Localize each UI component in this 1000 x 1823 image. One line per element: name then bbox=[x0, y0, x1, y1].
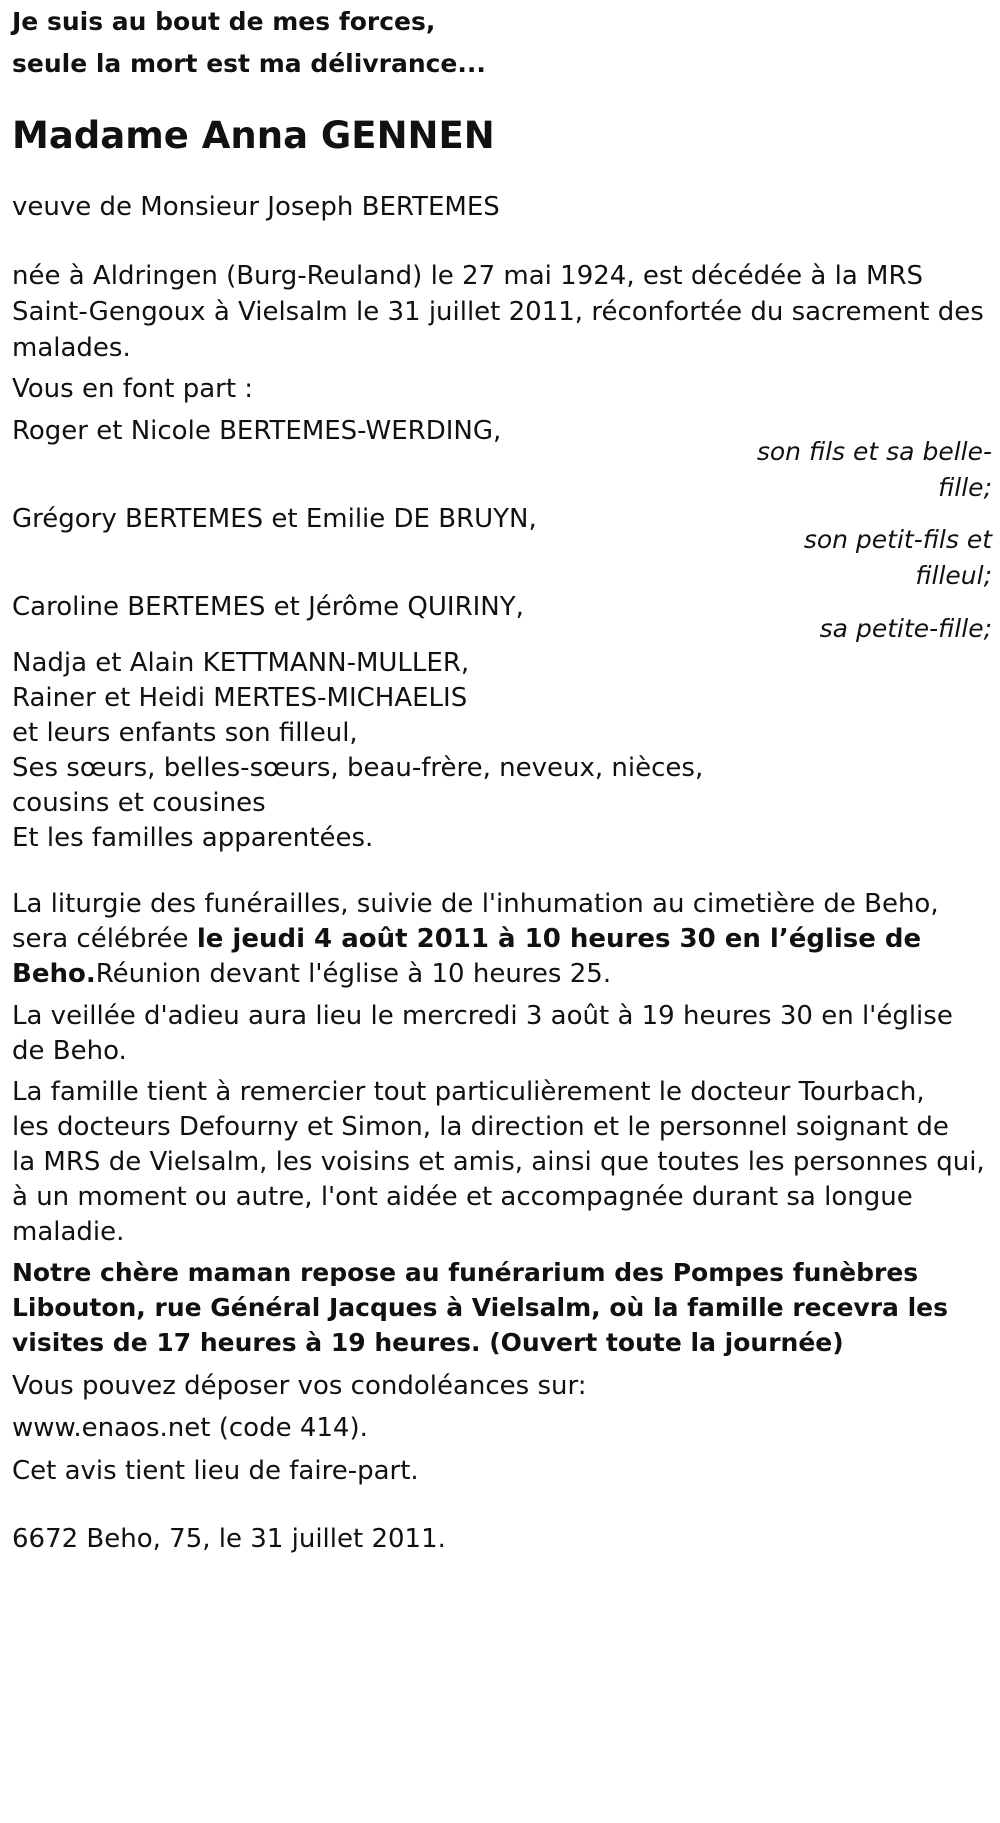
place-date: 6672 Beho, 75, le 31 juillet 2011. bbox=[12, 1524, 446, 1554]
epigraph-line-1: Je suis au bout de mes forces, bbox=[12, 7, 436, 36]
deceased-name: Madame Anna GENNEN bbox=[12, 114, 495, 157]
funerarium-line-2: Libouton, rue Général Jacques à Vielsalm, où la famille recevra les bbox=[12, 1293, 948, 1322]
others-line-1: Nadja et Alain KETTMANN-MULLER, bbox=[12, 648, 470, 678]
vigil-line-1: La veillée d'adieu aura lieu le mercredi 3 août à 19 heures 30 en l'église bbox=[12, 1001, 953, 1031]
liturgy-place-bold: Beho. bbox=[12, 959, 96, 989]
announce-intro: Vous en font part : bbox=[12, 374, 254, 404]
family-relation-3-line-1: sa petite-fille; bbox=[819, 614, 992, 643]
birth-death-line-2: Saint-Gengoux à Vielsalm le 31 juillet 2011, réconfortée du sacrement des bbox=[12, 297, 984, 327]
thanks-line-2: les docteurs Defourny et Simon, la direction et le personnel soignant de bbox=[12, 1112, 949, 1142]
thanks-line-1: La famille tient à remercier tout particulièrement le docteur Tourbach, bbox=[12, 1077, 925, 1107]
family-name-2: Grégory BERTEMES et Emilie DE BRUYN, bbox=[12, 504, 537, 534]
family-name-1: Roger et Nicole BERTEMES-WERDING, bbox=[12, 416, 502, 446]
others-line-6: Et les familles apparentées. bbox=[12, 823, 374, 853]
condolences-link: www.enaos.net (code 414). bbox=[12, 1413, 368, 1443]
liturgy-meeting: Réunion devant l'église à 10 heures 25. bbox=[95, 959, 612, 989]
others-line-3: et leurs enfants son filleul, bbox=[12, 718, 358, 748]
family-relation-1-line-2: fille; bbox=[938, 473, 992, 502]
birth-death-line-3: malades. bbox=[12, 333, 131, 363]
family-relation-1-line-1: son fils et sa belle- bbox=[756, 437, 992, 466]
liturgy-line-2 bbox=[12, 919, 921, 959]
liturgy-date-bold: le jeudi 4 août 2011 à 10 heures 30 en l’église de bbox=[196, 924, 922, 954]
birth-death-line-1: née à Aldringen (Burg-Reuland) le 27 mai 1924, est décédée à la MRS bbox=[12, 261, 924, 291]
others-line-4: Ses sœurs, belles-sœurs, beau-frère, neveux, nièces, bbox=[12, 753, 704, 783]
funerarium-line-3: visites de 17 heures à 19 heures. (Ouvert toute la journée) bbox=[12, 1328, 844, 1357]
liturgy-line-3 bbox=[12, 954, 611, 994]
liturgy-line-2-start: sera célébrée bbox=[12, 924, 197, 954]
others-line-5: cousins et cousines bbox=[12, 788, 266, 818]
notice-text: Cet avis tient lieu de faire-part. bbox=[12, 1456, 419, 1486]
others-line-2: Rainer et Heidi MERTES-MICHAELIS bbox=[12, 683, 468, 713]
thanks-line-3: la MRS de Vielsalm, les voisins et amis, ainsi que toutes les personnes qui, bbox=[12, 1147, 985, 1177]
condolences-line-1: Vous pouvez déposer vos condoléances sur: bbox=[12, 1371, 587, 1401]
family-relation-2-line-1: son petit-fils et bbox=[803, 525, 992, 554]
funerarium-line-1: Notre chère maman repose au funérarium des Pompes funèbres bbox=[12, 1258, 919, 1287]
thanks-line-4: à un moment ou autre, l'ont aidée et accompagnée durant sa longue bbox=[12, 1182, 913, 1212]
liturgy-line-1: La liturgie des funérailles, suivie de l'inhumation au cimetière de Beho, bbox=[12, 889, 939, 919]
family-relation-2-line-2: filleul; bbox=[915, 561, 992, 590]
widow-of: veuve de Monsieur Joseph BERTEMES bbox=[12, 192, 500, 222]
family-name-3: Caroline BERTEMES et Jérôme QUIRINY, bbox=[12, 592, 524, 622]
thanks-line-5: maladie. bbox=[12, 1217, 125, 1247]
epigraph-line-2: seule la mort est ma délivrance... bbox=[12, 49, 486, 78]
vigil-line-2: de Beho. bbox=[12, 1036, 127, 1066]
